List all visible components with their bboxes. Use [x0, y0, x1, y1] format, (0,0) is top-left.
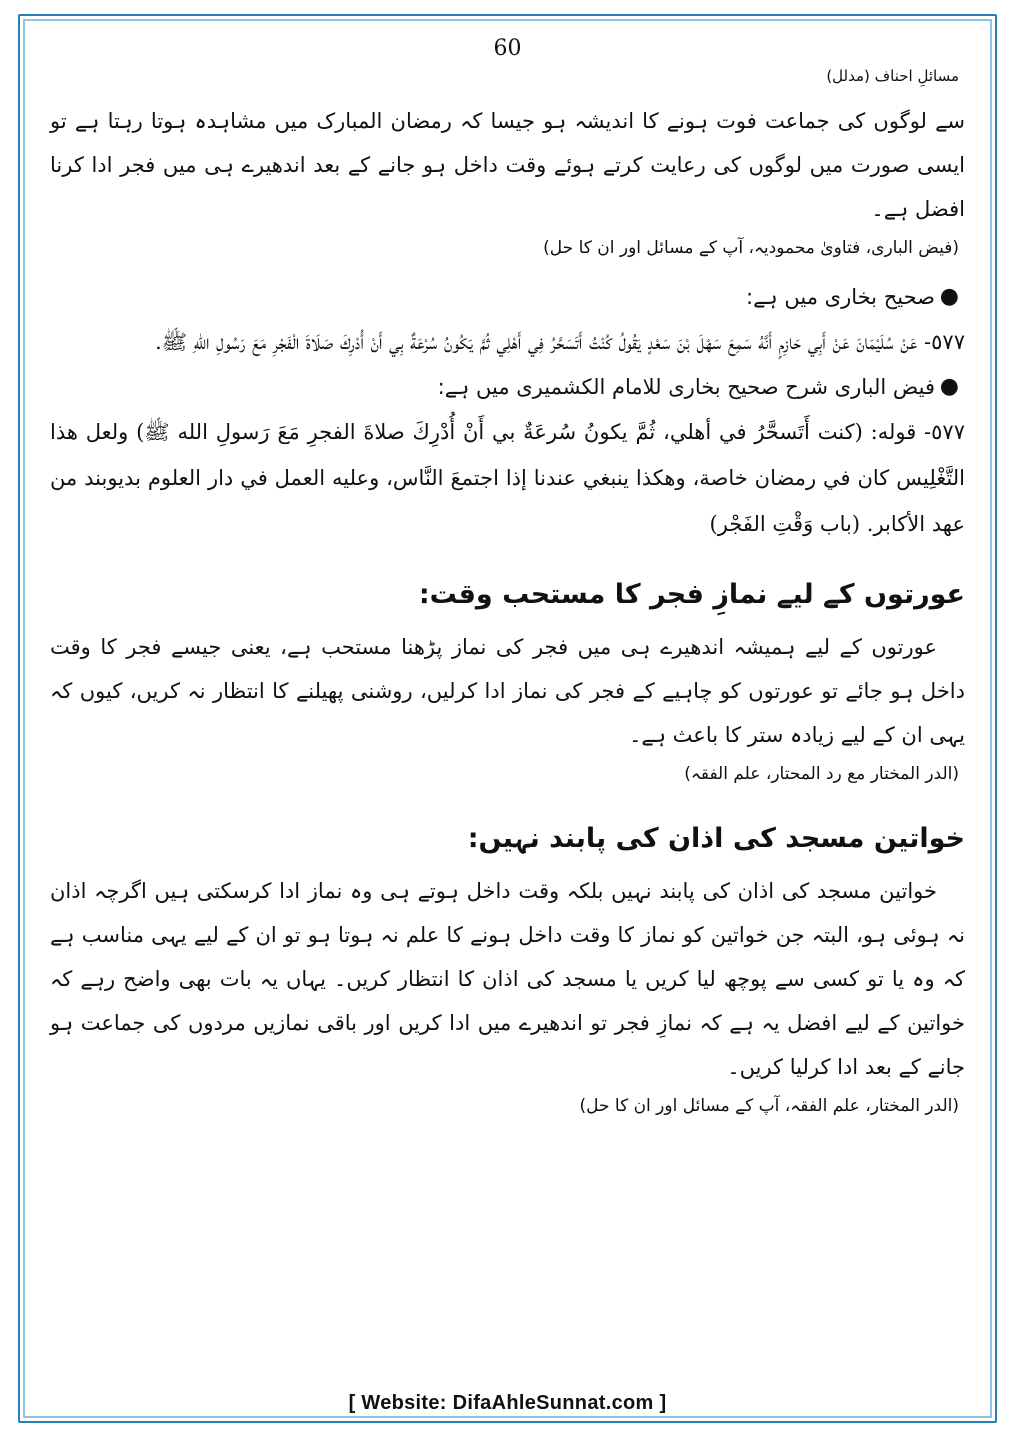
paragraph-women-fajr-reference: (الدر المختار مع رد المحتار، علم الفقہ) — [684, 764, 959, 784]
paragraph-women-fajr: عورتوں کے لیے ہمیشہ اندھیرے ہی میں فجر کی نماز پڑھنا مستحب ہے، یعنی جیسے فجر کا وقت داخل ہو جائے تو عورتوں کو چاہیے کے فجر کی نماز ادا کرلیں، روشنی پھیلنے کا انتظار نہ کریں، کیوں کہ یہی ان کے لیے زیادہ ستر کا باعث ہے۔ — [50, 635, 965, 747]
intro-paragraph: سے لوگوں کی جماعت فوت ہونے کا اندیشہ ہو جیسا کہ رمضان المبارک میں مشاہدہ ہوتا رہتا ہے تو ایسی صورت میں لوگوں کی رعایت کرتے ہوئے وقت داخل ہو جانے کے بعد اندھیرے ہی میں فجر ادا کرنا افضل ہے۔ — [50, 109, 965, 221]
running-head: مسائلِ احناف (مدلل) — [826, 67, 959, 85]
intro-reference: (فیض الباری، فتاویٰ محمودیہ، آپ کے مسائل اور ان کا حل) — [543, 238, 959, 258]
bullet-bukhari — [50, 275, 965, 319]
section-heading-women-azan: خواتین مسجد کی اذان کی پابند نہیں: — [467, 823, 965, 854]
paragraph-women-azan-reference: (الدر المختار، علم الفقہ، آپ کے مسائل اور ان کا حل) — [579, 1096, 959, 1116]
website-footer: [ Website: DifaAhleSunnat.com ] — [348, 1392, 667, 1414]
hadith-577-arabic: ٥٧٧- عَنْ سُلَيْمَانَ عَنْ أَبِي حَازِمٍ أَنَّهُ سَمِعَ سَهْلَ بْنَ سَعْدٍ يَقُولُ كُنْتُ أَتَسَحَّرُ فِي أَهْلِي ثُمَّ يَكُونُ سُرْعَةٌ بِي أَنْ أُدْرِكَ صَلَاةَ الْفَجْرِ مَعَ رَسُولِ اللهِ ﷺ. — [155, 330, 965, 354]
commentary-577-arabic: ٥٧٧- قوله: (كنت أَتَسحَّرُ في أهلي، ثُمَّ يكونُ سُرعَةٌ بي أَنْ أُدْرِكَ صلاةَ الفجرِ مَعَ رَسولِ الله ﷺ) ولعل هذا التَّغْلِيس كان في رمضان خاصة، وهكذا ينبغي عندنا إذا اجتمعَ النَّاس، وعليه العمل في دار العلوم بديوبند من عهد الأكابر. (باب وَقْتِ الفَجْر) — [50, 420, 965, 536]
bullet-dot-icon: ● — [939, 374, 959, 399]
bullet-faiz-ul-bari-text: فیض الباری شرح صحیح بخاری للامام الکشمیری میں ہے: — [437, 375, 935, 399]
bullet-faiz-ul-bari — [50, 365, 965, 409]
bullet-bukhari-text: صحیح بخاری میں ہے: — [746, 285, 935, 309]
section-heading-women-fajr: عورتوں کے لیے نمازِ فجر کا مستحب وقت: — [418, 579, 965, 610]
page-number: 60 — [493, 36, 522, 61]
page-content — [50, 30, 965, 1395]
bullet-dot-icon: ● — [939, 284, 959, 309]
paragraph-women-azan: خواتین مسجد کی اذان کی پابند نہیں بلکہ وقت داخل ہوتے ہی وہ نماز ادا کرسکتی ہیں اگرچہ اذان نہ ہوئی ہو، البتہ جن خواتین کو نماز کا وقت داخل ہونے کا علم نہ ہوتا ہو تو ان کے لیے یہی مناسب ہے کہ وہ یا تو کسی سے پوچھ لیا کریں یا مسجد کی اذان کا انتظار کریں۔ یہاں یہ بات بھی واضح رہے کہ خواتین کے لیے افضل یہ ہے کہ نمازِ فجر تو اندھیرے میں ادا کریں اور باقی نمازیں مردوں کی جماعت ہو جانے کے بعد ادا کرلیا کریں۔ — [50, 879, 965, 1079]
